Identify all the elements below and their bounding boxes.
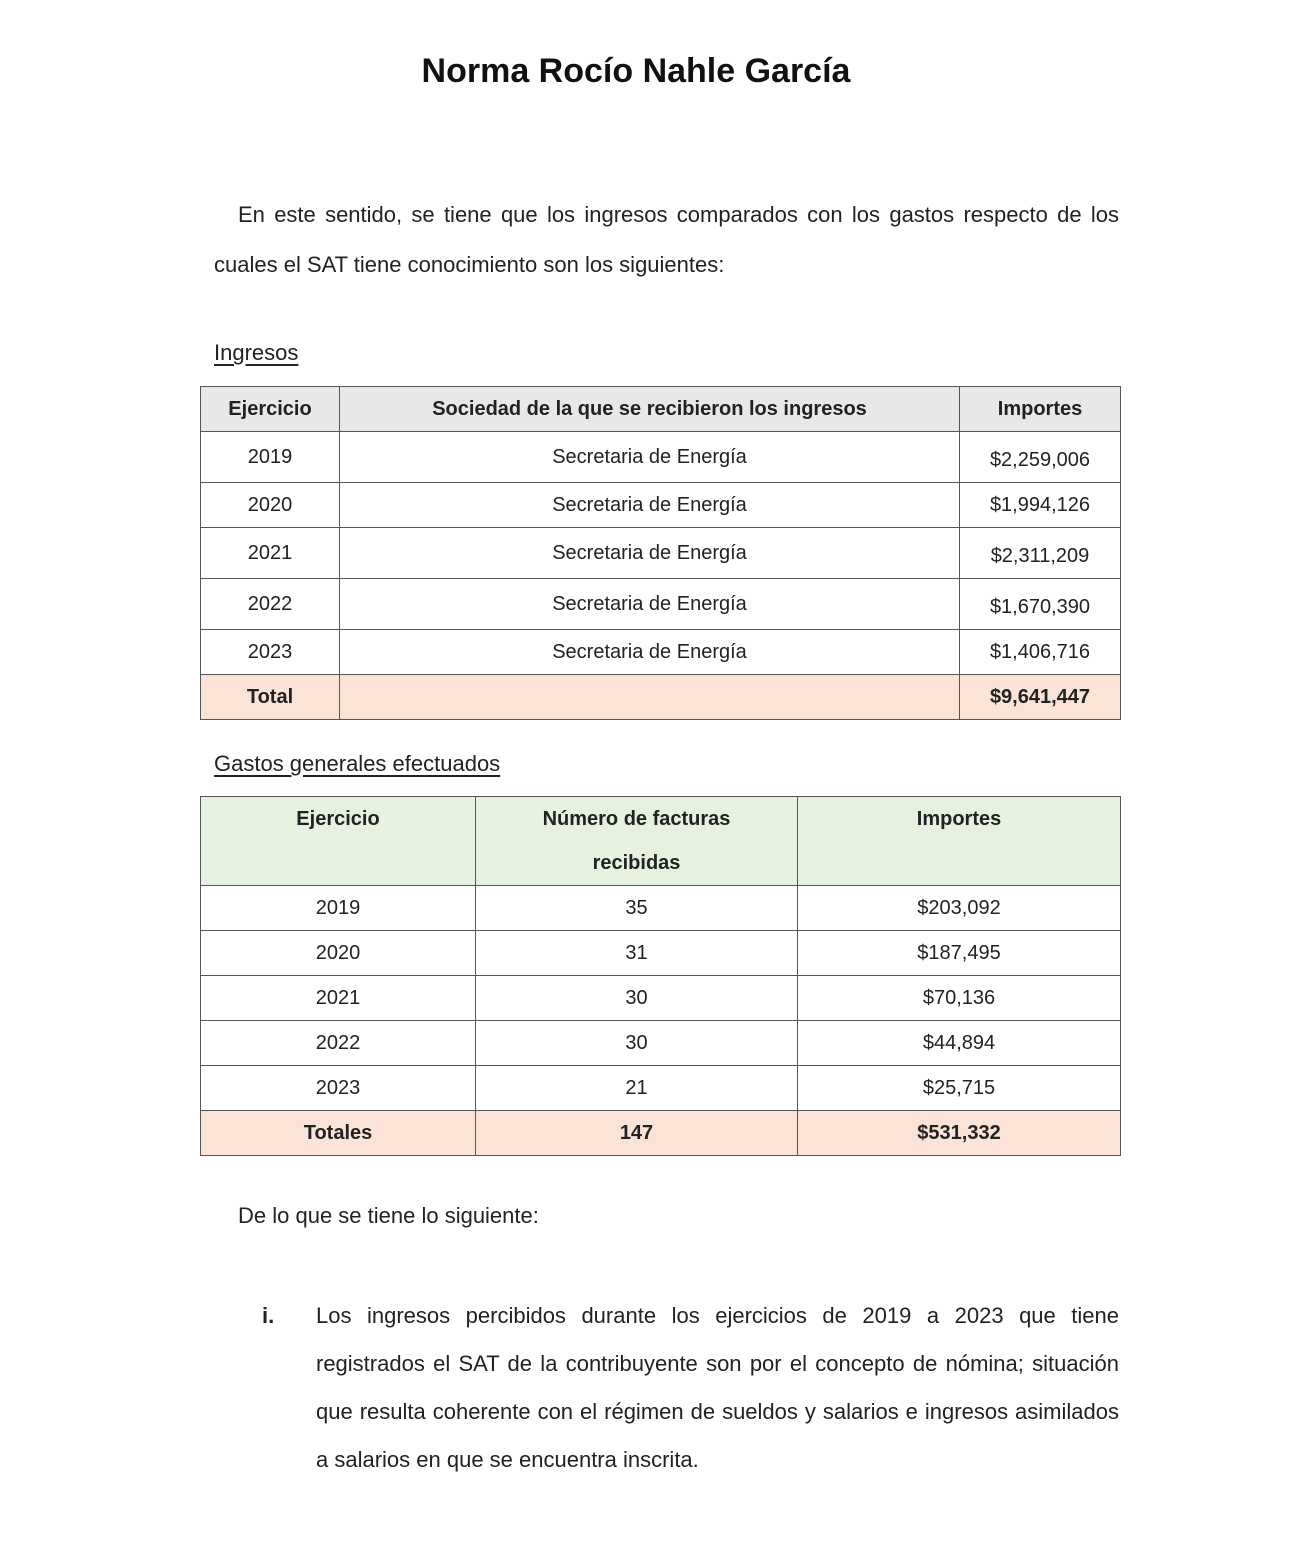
amount-cell: $44,894 xyxy=(798,1021,1121,1066)
header-numero-facturas: Número de facturas recibidas xyxy=(476,797,798,886)
summary-paragraph: De lo que se tiene lo siguiente: xyxy=(238,1203,539,1228)
document-title: Norma Rocío Nahle García xyxy=(421,52,851,90)
count-cell: 21 xyxy=(476,1066,798,1111)
total-label-cell: Total xyxy=(201,675,340,720)
count-cell: 30 xyxy=(476,1021,798,1066)
amount-cell: $203,092 xyxy=(798,886,1121,931)
ingresos-label: Ingresos xyxy=(214,340,299,365)
ingresos-table xyxy=(200,386,1121,720)
table-row xyxy=(201,630,1121,675)
total-row xyxy=(201,675,1121,720)
table-row xyxy=(201,931,1121,976)
list-marker: i. xyxy=(262,1303,275,1328)
total-count-cell: 147 xyxy=(476,1111,798,1156)
table-row xyxy=(201,483,1121,528)
amount-cell: $1,406,716 xyxy=(960,630,1121,675)
table-header-row xyxy=(201,387,1121,432)
amount-cell: $1,670,390 xyxy=(960,579,1121,630)
year-cell: 2020 xyxy=(201,483,340,528)
amount-cell: $2,311,209 xyxy=(960,528,1121,579)
year-cell: 2021 xyxy=(201,528,340,579)
entity-cell: Secretaria de Energía xyxy=(340,432,960,483)
year-cell: 2021 xyxy=(201,976,476,1021)
year-cell: 2022 xyxy=(201,1021,476,1066)
entity-cell: Secretaria de Energía xyxy=(340,579,960,630)
gastos-table xyxy=(200,796,1121,1156)
list-item-text: Los ingresos percibidos durante los ejercicios de 2019 a 2023 que tiene registrados el SAT de la contribuyente son por el concepto de nómina; situación que resulta coherente con el régimen de sueldos y salarios e ingresos asimilados a salarios en que se encuentra inscrita. xyxy=(316,1303,1119,1472)
gastos-label: Gastos generales efectuados xyxy=(214,751,501,776)
header-importes: Importes xyxy=(960,387,1121,432)
year-cell: 2023 xyxy=(201,1066,476,1111)
header-importes: Importes xyxy=(798,797,1121,886)
table-row xyxy=(201,976,1121,1021)
header-ejercicio: Ejercicio xyxy=(201,387,340,432)
year-cell: 2019 xyxy=(201,886,476,931)
table-row xyxy=(201,528,1121,579)
count-cell: 35 xyxy=(476,886,798,931)
year-cell: 2019 xyxy=(201,432,340,483)
entity-cell: Secretaria de Energía xyxy=(340,528,960,579)
year-cell: 2020 xyxy=(201,931,476,976)
year-cell: 2023 xyxy=(201,630,340,675)
total-row xyxy=(201,1111,1121,1156)
header-ejercicio: Ejercicio xyxy=(201,797,476,886)
total-entity-cell xyxy=(340,675,960,720)
header-sociedad: Sociedad de la que se recibieron los ingresos xyxy=(340,387,960,432)
year-cell: 2022 xyxy=(201,579,340,630)
entity-cell: Secretaria de Energía xyxy=(340,483,960,528)
amount-cell: $2,259,006 xyxy=(960,432,1121,483)
amount-cell: $70,136 xyxy=(798,976,1121,1021)
total-amount-cell: $9,641,447 xyxy=(960,675,1121,720)
intro-paragraph: En este sentido, se tiene que los ingresos comparados con los gastos respecto de los cuales el SAT tiene conocimiento son los siguientes: xyxy=(214,202,1119,277)
table-header-row xyxy=(201,797,1121,886)
amount-cell: $25,715 xyxy=(798,1066,1121,1111)
count-cell: 30 xyxy=(476,976,798,1021)
count-cell: 31 xyxy=(476,931,798,976)
table-row xyxy=(201,1066,1121,1111)
total-amount-cell: $531,332 xyxy=(798,1111,1121,1156)
table-row xyxy=(201,432,1121,483)
table-row xyxy=(201,1021,1121,1066)
total-label-cell: Totales xyxy=(201,1111,476,1156)
table-row xyxy=(201,886,1121,931)
entity-cell: Secretaria de Energía xyxy=(340,630,960,675)
table-row xyxy=(201,579,1121,630)
amount-cell: $187,495 xyxy=(798,931,1121,976)
amount-cell: $1,994,126 xyxy=(960,483,1121,528)
